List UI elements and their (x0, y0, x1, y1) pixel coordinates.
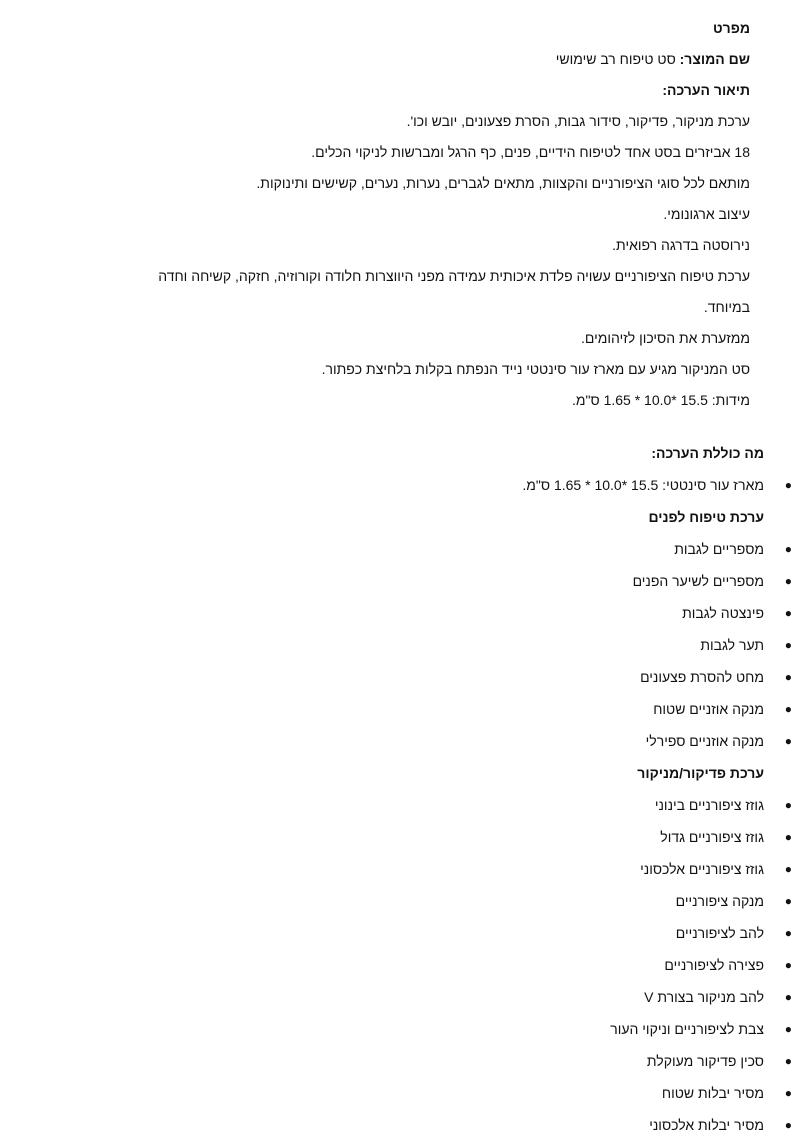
bullet-icon: ● (784, 1118, 792, 1132)
bullet-icon: ● (784, 926, 792, 940)
list-item (64, 821, 792, 853)
list-item (64, 1077, 792, 1109)
bullet-icon: ● (784, 990, 792, 1004)
list-item (64, 1013, 792, 1045)
list-item-text: צבת לציפורניים וניקוי העור (610, 1021, 764, 1037)
bullet-icon: ● (784, 734, 792, 748)
list-item-text: מסיר יבלות שטוח (661, 1085, 764, 1101)
list-item (64, 533, 792, 565)
spec-line: מותאם לכל סוגי הציפורניים והקצוות, מתאים לגברים, נערות, נערים, קשישים ותינוקות. (256, 175, 750, 191)
list-item-text: מסיר יבלות אלכסוני (649, 1117, 764, 1133)
list-item-text: תער לגבות (700, 637, 764, 653)
list-item (64, 469, 792, 501)
bullet-icon: ● (784, 798, 792, 812)
spec-line: במיוחד. (703, 299, 750, 315)
bullet-icon: ● (784, 542, 792, 556)
list-item-text: סכין פדיקור מעוקלת (646, 1053, 764, 1069)
list-item-text: פצירה לציפורניים (664, 957, 764, 973)
list-item (64, 1045, 792, 1077)
spec-line: 18 אביזרים בסט אחד לטיפוח הידיים, פנים, כף הרגל ומברשות לניקוי הכלים. (311, 144, 750, 160)
spec-line: ממזערת את הסיכון לזיהומים. (581, 330, 750, 346)
list-item (64, 949, 792, 981)
bullet-icon: ● (784, 478, 792, 492)
product-name-value: סט טיפוח רב שימושי (555, 51, 680, 67)
bullet-icon: ● (784, 958, 792, 972)
bullet-icon: ● (784, 606, 792, 620)
spec-line: עיצוב ארגונומי. (663, 206, 750, 222)
bullet-icon: ● (784, 830, 792, 844)
spec-title: מפרט (713, 20, 750, 36)
bullet-icon: ● (784, 1022, 792, 1036)
list-item (64, 661, 792, 693)
bullet-icon: ● (784, 1086, 792, 1100)
list-item-text: מספריים לגבות (674, 541, 764, 557)
list-item (64, 597, 792, 629)
list-item-text: מנקה ציפורניים (675, 893, 764, 909)
spec-line: מידות: 15.5 *10.0 * 1.65 ס"מ. (572, 392, 750, 408)
list-item-text: להב מניקור בצורת V (644, 989, 764, 1005)
spec-line: ערכת טיפוח הציפורניים עשויה פלדת איכותית עמידה מפני היווצרות חלודה וקורוזיה, חזקה, קשיחה וחדה (158, 268, 750, 284)
nails-kit-list (64, 789, 792, 1141)
list-item (64, 917, 792, 949)
list-item (64, 565, 792, 597)
list-item (64, 885, 792, 917)
bullet-icon: ● (784, 702, 792, 716)
list-item-text: מארז עור סינטטי: 15.5 *10.0 * 1.65 ס"מ. (522, 477, 764, 493)
list-item-text: פינצטה לגבות (682, 605, 764, 621)
bullet-icon: ● (784, 638, 792, 652)
list-item-text: גוזז ציפורניים אלכסוני (640, 861, 764, 877)
spec-section (110, 13, 750, 416)
list-item-text: מספריים לשיער הפנים (632, 573, 764, 589)
bullet-icon: ● (784, 670, 792, 684)
list-item (64, 693, 792, 725)
list-item-text: מנקה אוזניים שטוח (653, 701, 764, 717)
bullet-icon: ● (784, 1054, 792, 1068)
list-item-text: מחט להסרת פצעונים (640, 669, 764, 685)
bullet-icon: ● (784, 894, 792, 908)
list-item (64, 1109, 792, 1141)
contents-section (64, 437, 792, 1141)
list-item-text: גוזז ציפורניים גדול (660, 829, 764, 845)
spec-line: סט המניקור מגיע עם מארז עור סינטטי נייד הנפתח בקלות בלחיצת כפתור. (321, 361, 750, 377)
product-name-line (110, 44, 750, 75)
bullet-icon: ● (784, 574, 792, 588)
description-heading: תיאור הערכה: (662, 82, 750, 98)
list-item-text: מנקה אוזניים ספירלי (645, 733, 764, 749)
nails-kit-heading: ערכת פדיקור/מניקור (637, 765, 764, 781)
list-item (64, 725, 792, 757)
list-item (64, 853, 792, 885)
spec-line: נירוסטה בדרגה רפואית. (612, 237, 750, 253)
spec-line: ערכת מניקור, פדיקור, סידור גבות, הסרת פצעונים, יובש וכו'. (406, 113, 750, 129)
face-kit-list (64, 533, 792, 757)
list-item-text: גוזז ציפורניים בינוני (654, 797, 764, 813)
contents-list (64, 469, 792, 501)
contents-heading: מה כוללת הערכה: (651, 445, 764, 461)
face-kit-heading: ערכת טיפוח לפנים (648, 509, 764, 525)
list-item (64, 629, 792, 661)
bullet-icon: ● (784, 862, 792, 876)
product-name-label: שם המוצר: (679, 51, 750, 67)
list-item (64, 981, 792, 1013)
list-item-text: להב לציפורניים (675, 925, 764, 941)
list-item (64, 789, 792, 821)
